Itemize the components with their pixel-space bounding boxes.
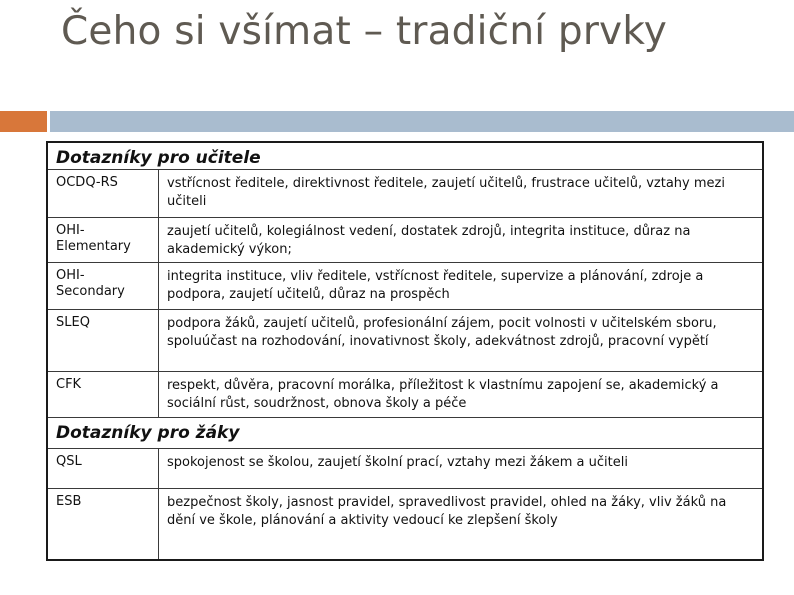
slide-title: Čeho si všímat – tradiční prvky [61, 9, 668, 54]
questionnaire-description: respekt, důvěra, pracovní morálka, příležitost k vlastnímu zapojení se, akademický a sociální růst, soudržnost, obnova školy a péče [167, 378, 719, 411]
questionnaire-code: CFK [56, 377, 82, 392]
table-row [48, 169, 762, 217]
title-accent-bar [0, 111, 47, 132]
students-section-heading: Dotazníky pro žáky [56, 423, 240, 443]
table-row [48, 448, 762, 488]
table-row [48, 217, 762, 262]
teachers-section-heading: Dotazníky pro učitele [56, 148, 261, 168]
questionnaire-code: SLEQ [56, 315, 90, 330]
table-row [48, 488, 762, 559]
questionnaire-code: ESB [56, 494, 82, 509]
questionnaire-description: vstřícnost ředitele, direktivnost ředitele, zaujetí učitelů, frustrace učitelů, vztahy mezi učiteli [167, 176, 725, 209]
questionnaire-code: OHI-Secondary [56, 268, 125, 299]
questionnaire-description: spokojenost se školou, zaujetí školní prací, vztahy mezi žákem a učiteli [167, 455, 628, 470]
questionnaire-code: QSL [56, 454, 82, 469]
questionnaire-description: zaujetí učitelů, kolegiálnost vedení, dostatek zdrojů, integrita instituce, důraz na akademický výkon; [167, 224, 691, 257]
questionnaire-code: OHI-Elementary [56, 223, 131, 254]
questionnaire-description: podpora žáků, zaujetí učitelů, profesionální zájem, pocit volnosti v učitelském sboru, spoluúčast na rozhodování, inovativnost školy, adekvátnost zdrojů, pracovní vypětí [167, 316, 717, 349]
table-row [48, 371, 762, 417]
title-rule-bar [50, 111, 794, 132]
questionnaire-code: OCDQ-RS [56, 175, 118, 190]
table-row [48, 262, 762, 309]
questionnaire-description: bezpečnost školy, jasnost pravidel, spravedlivost pravidel, ohled na žáky, vliv žáků na dění ve škole, plánování a aktivity vedoucí ke zlepšení školy [167, 495, 727, 528]
table-row [48, 309, 762, 371]
questionnaire-description: integrita instituce, vliv ředitele, vstřícnost ředitele, supervize a plánování, zdroje a podpora, zaujetí učitelů, důraz na prospěch [167, 269, 704, 302]
